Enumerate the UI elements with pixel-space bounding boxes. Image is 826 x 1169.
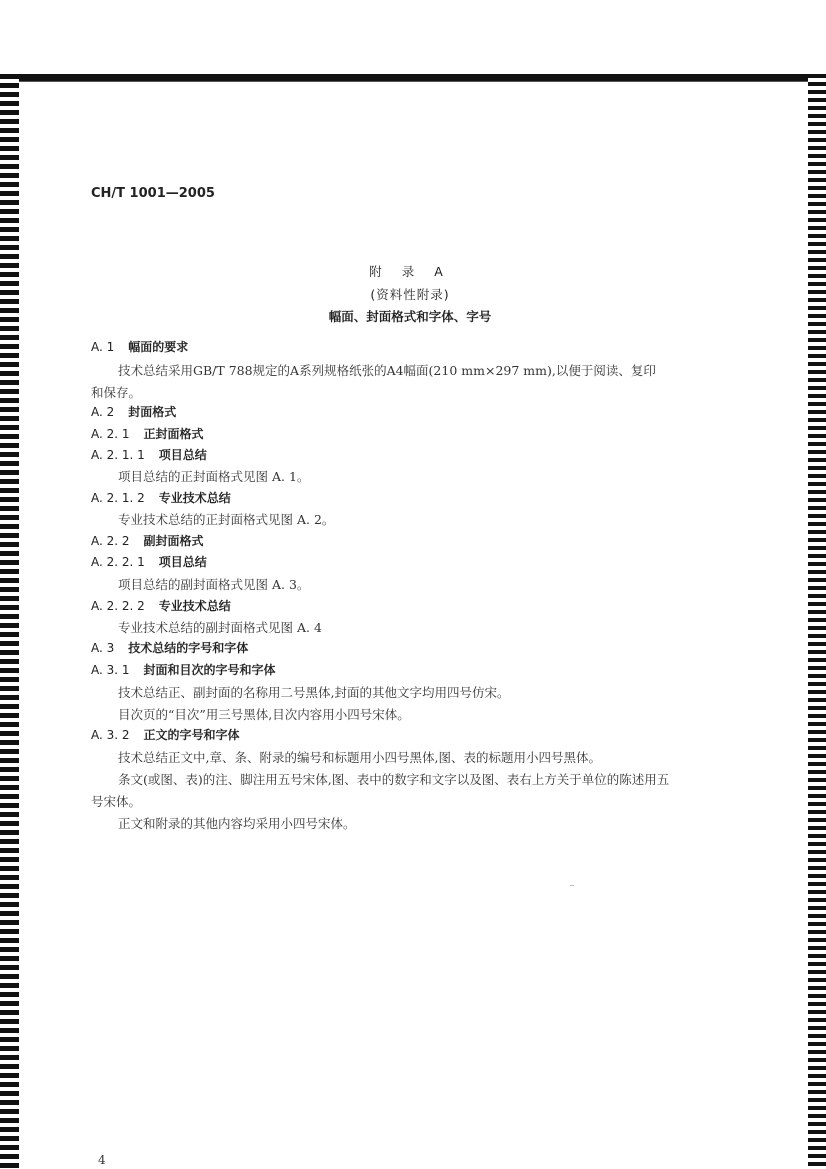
paragraph-line: 专业技术总结的副封面格式见图 A. 4 xyxy=(118,620,322,635)
section-a21-heading xyxy=(91,425,204,442)
section-number: A. 2. 1 xyxy=(91,427,130,441)
section-title: 封面和目次的字号和字体 xyxy=(143,663,276,677)
section-a31-heading xyxy=(91,661,276,678)
section-title: 封面格式 xyxy=(128,405,177,419)
paragraph-line: 技术总结采用GB/T 788规定的A系列规格纸张的A4幅面(210 mm×297 mm),以便于阅读、复印 xyxy=(118,363,656,378)
appendix-heading: 幅面、封面格式和字体、字号 xyxy=(328,309,492,324)
scan-top-border xyxy=(0,74,826,81)
section-number: A. 3. 2 xyxy=(91,728,130,742)
paragraph-line: 技术总结正文中,章、条、附录的编号和标题用小四号黑体,图、表的标题用小四号黑体。 xyxy=(118,750,601,765)
paragraph-line: 和保存。 xyxy=(91,385,142,400)
section-number: A. 3 xyxy=(91,641,115,655)
section-title: 专业技术总结 xyxy=(158,599,231,613)
section-a2-heading xyxy=(91,403,176,420)
paragraph-line: 项目总结的副封面格式见图 A. 3。 xyxy=(118,577,310,592)
page-number: 4 xyxy=(98,1153,106,1167)
scan-right-edge xyxy=(808,74,826,1169)
section-title: 技术总结的字号和字体 xyxy=(128,641,249,655)
section-number: A. 2. 1. 2 xyxy=(91,491,145,505)
paragraph-line: 号宋体。 xyxy=(91,794,142,809)
paragraph-line: 条文(或图、表)的注、脚注用五号宋体,图、表中的数字和文字以及图、表右上方关于单位的陈述用五 xyxy=(118,772,670,787)
paragraph-line: 技术总结正、副封面的名称用二号黑体,封面的其他文字均用四号仿宋。 xyxy=(118,685,510,700)
scan-top-border-line xyxy=(0,81,826,82)
section-a211-heading xyxy=(91,446,207,463)
document-code: CH/T 1001—2005 xyxy=(91,186,215,201)
appendix-note: (资料性附录) xyxy=(370,287,450,302)
section-title: 专业技术总结 xyxy=(158,491,231,505)
section-title: 幅面的要求 xyxy=(128,340,189,354)
section-title: 副封面格式 xyxy=(143,534,204,548)
section-number: A. 2. 1. 1 xyxy=(91,448,145,462)
section-a222-heading xyxy=(91,597,231,614)
scan-speck xyxy=(570,885,574,886)
section-number: A. 2. 2. 1 xyxy=(91,555,145,569)
section-a3-heading xyxy=(91,639,248,656)
section-title: 项目总结 xyxy=(158,448,207,462)
section-number: A. 3. 1 xyxy=(91,663,130,677)
section-title: 正封面格式 xyxy=(143,427,204,441)
scan-left-edge xyxy=(0,74,19,1169)
section-number: A. 1 xyxy=(91,340,115,354)
section-number: A. 2. 2. 2 xyxy=(91,599,145,613)
paragraph-line: 项目总结的正封面格式见图 A. 1。 xyxy=(118,469,310,484)
section-a32-heading xyxy=(91,726,240,743)
section-number: A. 2. 2 xyxy=(91,534,130,548)
section-a22-heading xyxy=(91,532,204,549)
section-title: 正文的字号和字体 xyxy=(143,728,240,742)
paragraph-line: 正文和附录的其他内容均采用小四号宋体。 xyxy=(118,816,356,831)
section-number: A. 2 xyxy=(91,405,115,419)
section-a212-heading xyxy=(91,489,231,506)
paragraph-line: 目次页的“目次”用三号黑体,目次内容用小四号宋体。 xyxy=(118,707,410,722)
paragraph-line: 专业技术总结的正封面格式见图 A. 2。 xyxy=(118,512,335,527)
section-title: 项目总结 xyxy=(158,555,207,569)
section-a221-heading xyxy=(91,553,207,570)
section-a1-heading xyxy=(91,338,188,355)
appendix-title: 附 录 A xyxy=(369,264,451,279)
